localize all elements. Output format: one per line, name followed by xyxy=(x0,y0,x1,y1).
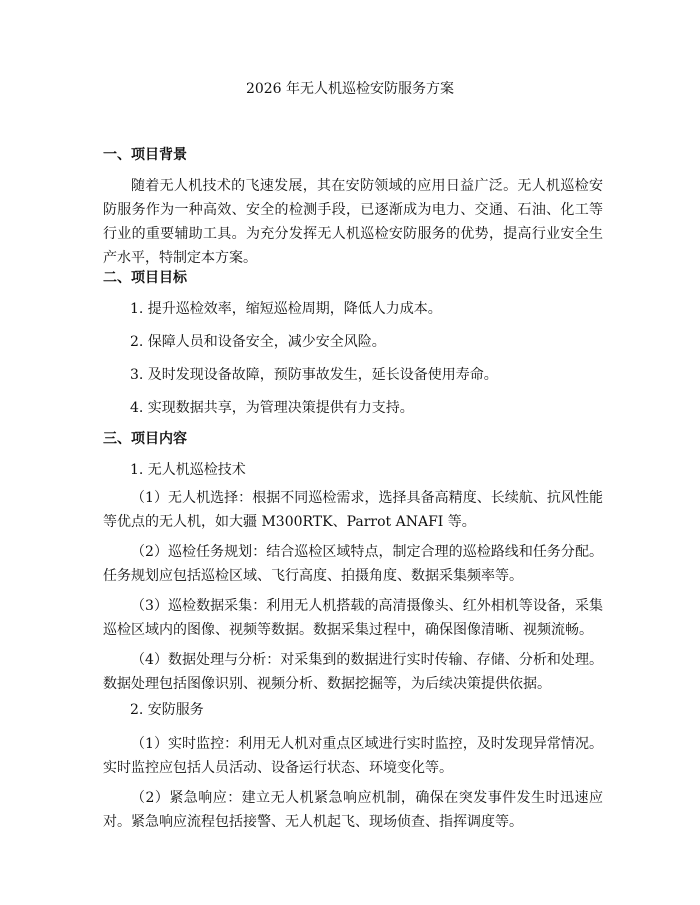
background-paragraph: 随着无人机技术的飞速发展，其在安防领域的应用日益广泛。无人机巡检安防服务作为一种高效、安全的检测手段，已逐渐成为电力、交通、石油、化工等行业的重要辅助工具。为充分发挥无人机巡检安防服务的优势，提高行业安全生产水平，特制定本方案。 xyxy=(103,178,603,266)
paragraph-task-planning: （2）巡检任务规划：结合巡检区域特点，制定合理的巡检路线和任务分配。任务规划应包括巡检区域、飞行高度、拍摄角度、数据采集频率等。 xyxy=(103,544,603,584)
paragraph-data-collection: （3）巡检数据采集：利用无人机搭载的高清摄像头、红外相机等设备，采集巡检区域内的图像、视频等数据。数据采集过程中，确保图像清晰、视频流畅。 xyxy=(103,598,603,638)
subheading-uav-tech: 1. 无人机巡检技术 xyxy=(130,462,246,478)
goal-item-2: 2. 保障人员和设备安全，减少安全风险。 xyxy=(130,334,386,350)
section-heading-background: 一、项目背景 xyxy=(103,147,187,163)
paragraph-realtime-monitoring: （1）实时监控：利用无人机对重点区域进行实时监控，及时发现异常情况。实时监控应包括人员活动、设备运行状态、环境变化等。 xyxy=(103,736,603,776)
paragraph-data-processing: （4）数据处理与分析：对采集到的数据进行实时传输、存储、分析和处理。数据处理包括图像识别、视频分析、数据挖掘等，为后续决策提供依据。 xyxy=(103,652,603,692)
goal-item-4: 4. 实现数据共享，为管理决策提供有力支持。 xyxy=(130,400,414,416)
section-heading-content: 三、项目内容 xyxy=(103,431,187,447)
goal-item-3: 3. 及时发现设备故障，预防事故发生，延长设备使用寿命。 xyxy=(130,367,498,383)
paragraph-uav-selection: （1）无人机选择：根据不同巡检需求，选择具备高精度、长续航、抗风性能等优点的无人机，如大疆 M300RTK、Parrot ANAFI 等。 xyxy=(103,490,603,530)
document-title: 2026 年无人机巡检安防服务方案 xyxy=(245,81,455,97)
goal-item-1: 1. 提升巡检效率，缩短巡检周期，降低人力成本。 xyxy=(130,301,442,317)
paragraph-emergency-response: （2）紧急响应：建立无人机紧急响应机制，确保在突发事件发生时迅速应对。紧急响应流程包括接警、无人机起飞、现场侦查、指挥调度等。 xyxy=(103,790,603,830)
section-heading-goals: 二、项目目标 xyxy=(103,270,187,286)
subheading-security-service: 2. 安防服务 xyxy=(130,702,204,718)
